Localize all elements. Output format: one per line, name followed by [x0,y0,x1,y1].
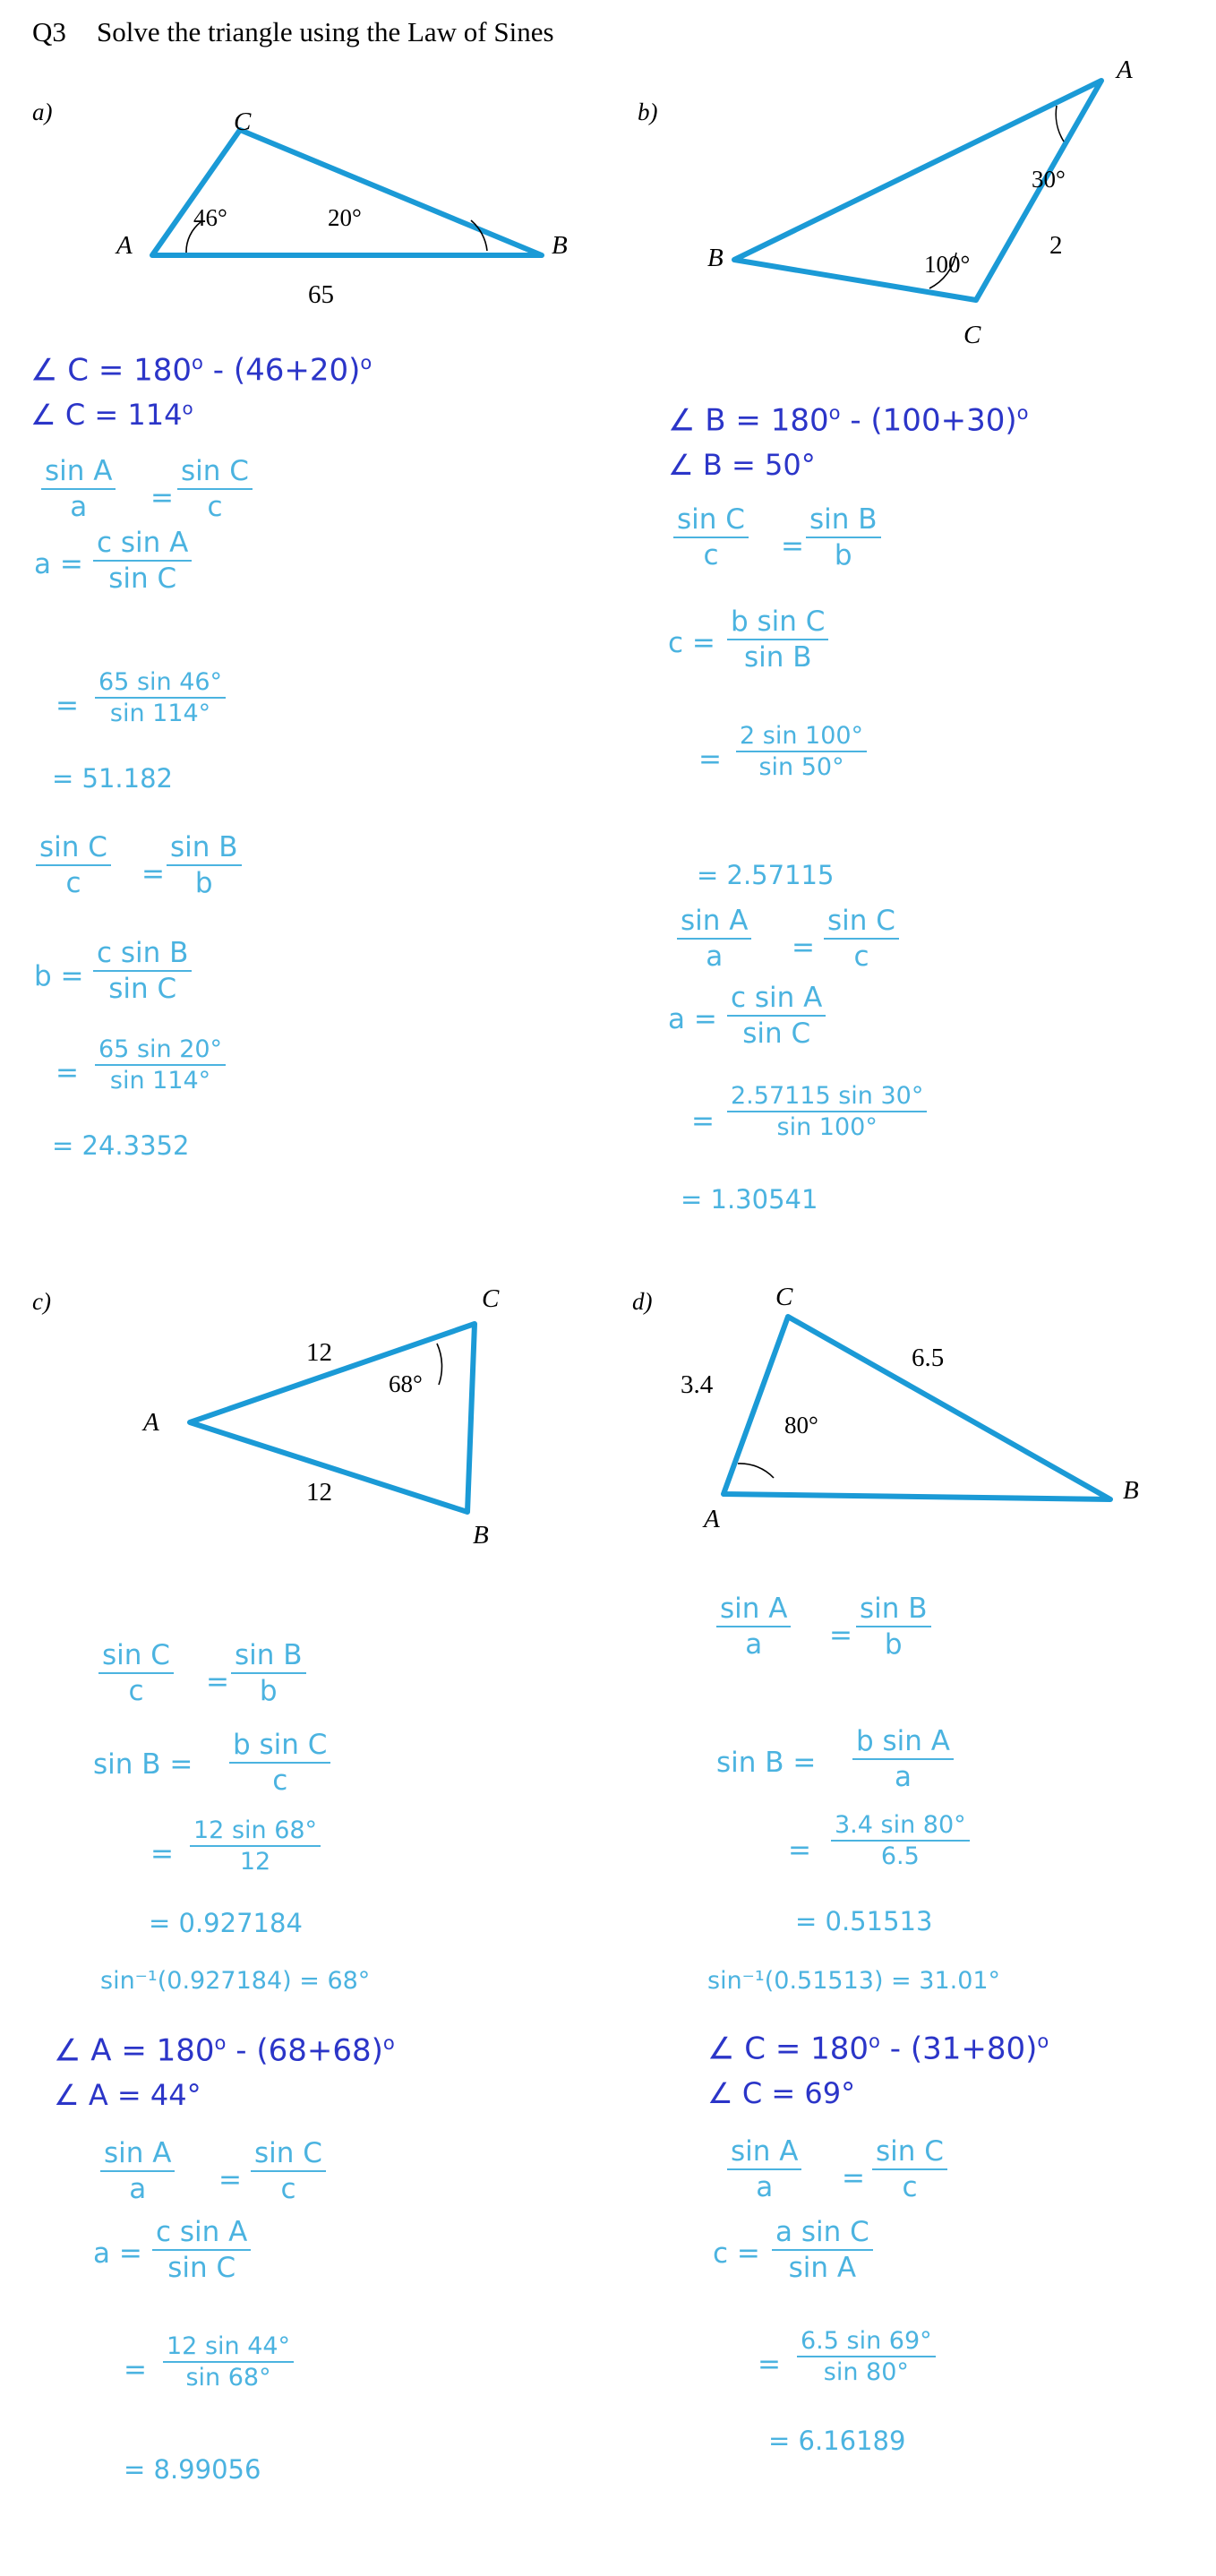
triangle-d-side-AC: 3.4 [681,1370,714,1399]
c-eq-4: = [124,2354,147,2386]
d-eq-2: = [788,1834,811,1867]
b-eq-1: = [781,530,804,562]
d-work-angleC-1: ∠ $C = 180^o - (31+80)^o$ [707,2030,1049,2067]
a-frac-csinB-sinC: c sin B sin C [93,937,192,1005]
triangle-c-vertex-A: A [143,1408,159,1437]
a-frac-65sin46-sin114: 65 sin 46° sin 114° [95,668,226,727]
d-frac-34sin80-65: 3.4 sin 80° 6.5 [831,1811,970,1870]
triangle-b-angle-C: 100° [924,251,971,278]
c-work-angleA-1: ∠ $A = 180^o - (68+68)^o$ [54,2031,395,2069]
a-frac-sinB-b: sin B b [167,831,242,899]
c-work-angleA-2: ∠ A = 44° [54,2078,201,2112]
d-work-angleC-2: ∠ C = 69° [707,2076,856,2110]
b-frac-2sin100-sin50: 2 sin 100° sin 50° [736,722,867,781]
a-label-a-eq: a = [34,548,83,580]
triangle-d-angle-A: 80° [784,1412,818,1438]
a-frac-sinC-c-2: sin C c [36,831,111,899]
b-frac-sinB-b: sin B b [806,503,881,571]
triangle-b-angle-A: 30° [1032,166,1066,193]
triangle-c [125,1288,591,1548]
triangle-a-side-AB: 65 [308,280,334,309]
triangle-d-vertex-C: C [775,1283,793,1311]
a-eq-4: = [56,1057,79,1089]
d-frac-sinB-b: sin B b [856,1593,931,1661]
d-eq-3: = [842,2162,865,2194]
d-label-sinB-eq: sin B = [716,1747,817,1779]
a-frac-65sin20-sin114: 65 sin 20° sin 114° [95,1035,226,1095]
b-frac-sinC-c-2: sin C c [824,905,899,973]
d-frac-sinA-a: sin A a [716,1593,791,1661]
c-result-sinB: = 0.927184 [149,1908,303,1938]
triangle-a-vertex-A: A [116,231,133,260]
b-frac-sinA-a: sin A a [677,905,751,973]
c-frac-bsinC-c: b sin C c [229,1729,330,1797]
a-frac-sinA-a: sin A a [41,455,116,523]
part-label-a: a) [32,99,53,125]
b-work-line-2: ∠ B = 50° [668,448,816,482]
page-title: Solve the triangle using the Law of Sines [97,16,554,47]
a-eq-1: = [150,482,174,514]
d-frac-65sin69-sin80: 6.5 sin 69° sin 80° [797,2327,936,2386]
d-eq-1: = [829,1619,852,1652]
b-result-c: = 2.57115 [697,860,835,890]
triangle-d-vertex-A: A [704,1505,720,1533]
a-label-b-eq: b = [34,960,84,992]
d-result-sinB: = 0.51513 [795,1906,933,1936]
b-frac-sinC-c: sin C c [673,503,749,571]
b-frac-csinA-sinC: c sin A sin C [727,982,826,1050]
b-result-a: = 1.30541 [681,1184,818,1215]
c-eq-3: = [218,2164,242,2196]
d-frac-bsinA-a: b sin A a [852,1725,954,1793]
part-label-c: c) [32,1288,51,1315]
triangle-a-angle-B: 20° [328,204,362,231]
c-label-sinB-eq: sin B = [93,1748,193,1781]
c-frac-sinA-a: sin A a [100,2137,175,2205]
b-label-a-eq: a = [668,1003,717,1035]
triangle-b [707,54,1173,349]
c-eq-1: = [206,1666,229,1698]
b-work-line-1: ∠ $B = 180^o - (100+30)^o$ [668,401,1029,439]
c-eq-2: = [150,1838,174,1870]
b-frac-bsinC-sinB: b sin C sin B [727,605,828,674]
triangle-c-vertex-B: B [473,1521,489,1550]
triangle-a [125,107,591,278]
d-frac-asinC-sinA: a sin C sin A [772,2216,873,2284]
b-eq-3: = [792,932,815,964]
a-work-line-1: ∠ $C = 180^o - (46+20)^o$ [30,351,373,389]
triangle-a-vertex-C: C [234,107,252,136]
d-inverse-sin: sin⁻¹(0.51513) = 31.01° [707,1967,1001,1995]
triangle-c-vertex-C: C [482,1284,500,1313]
a-eq-2: = [56,690,79,722]
triangle-c-angle-C: 68° [389,1370,423,1397]
triangle-c-side-AB: 12 [306,1478,332,1507]
triangle-b-vertex-B: B [707,244,724,272]
c-result-a: = 8.99056 [124,2454,261,2485]
c-label-a-eq: a = [93,2237,142,2270]
c-frac-sinB-b: sin B b [231,1639,306,1707]
d-frac-sinC-c: sin C c [872,2135,947,2203]
a-frac-csinA-sinC: c sin A sin C [93,527,192,595]
b-label-c-eq: c = [668,627,715,659]
triangle-b-vertex-C: C [963,321,981,349]
d-label-c-eq: c = [713,2237,760,2270]
triangle-a-angle-A: 46° [193,204,227,231]
question-number: Q3 [32,16,66,47]
a-result-a: = 51.182 [52,763,173,794]
b-frac-257sin30-sin100: 2.57115 sin 30° sin 100° [727,1082,927,1141]
d-result-c: = 6.16189 [768,2426,906,2456]
b-eq-2: = [698,743,722,776]
triangle-d-side-CB: 6.5 [912,1344,945,1372]
a-eq-3: = [141,858,165,890]
c-frac-sinC-c: sin C c [98,1639,174,1707]
b-eq-4: = [691,1105,715,1138]
triangle-b-vertex-A: A [1117,56,1133,84]
a-frac-sinC-c: sin C c [177,455,253,523]
c-frac-sinC-c-2: sin C c [251,2137,326,2205]
triangle-a-vertex-B: B [552,231,568,260]
d-eq-4: = [758,2348,781,2381]
a-result-b: = 24.3352 [52,1130,190,1161]
d-frac-sinA-a-2: sin A a [727,2135,801,2203]
triangle-d [698,1288,1182,1548]
part-label-b: b) [638,99,658,125]
c-inverse-sin: sin⁻¹(0.927184) = 68° [100,1967,371,1995]
c-frac-csinA-sinC: c sin A sin C [152,2216,251,2284]
a-work-line-2: ∠ $C = 114^o$ [30,398,193,432]
c-frac-12sin44-sin68: 12 sin 44° sin 68° [163,2332,294,2391]
part-label-d: d) [632,1288,653,1315]
triangle-b-side-AC: 2 [1049,231,1063,260]
triangle-d-vertex-B: B [1123,1476,1139,1505]
c-frac-12sin68-12: 12 sin 68° 12 [190,1816,321,1876]
triangle-c-side-AC: 12 [306,1338,332,1367]
